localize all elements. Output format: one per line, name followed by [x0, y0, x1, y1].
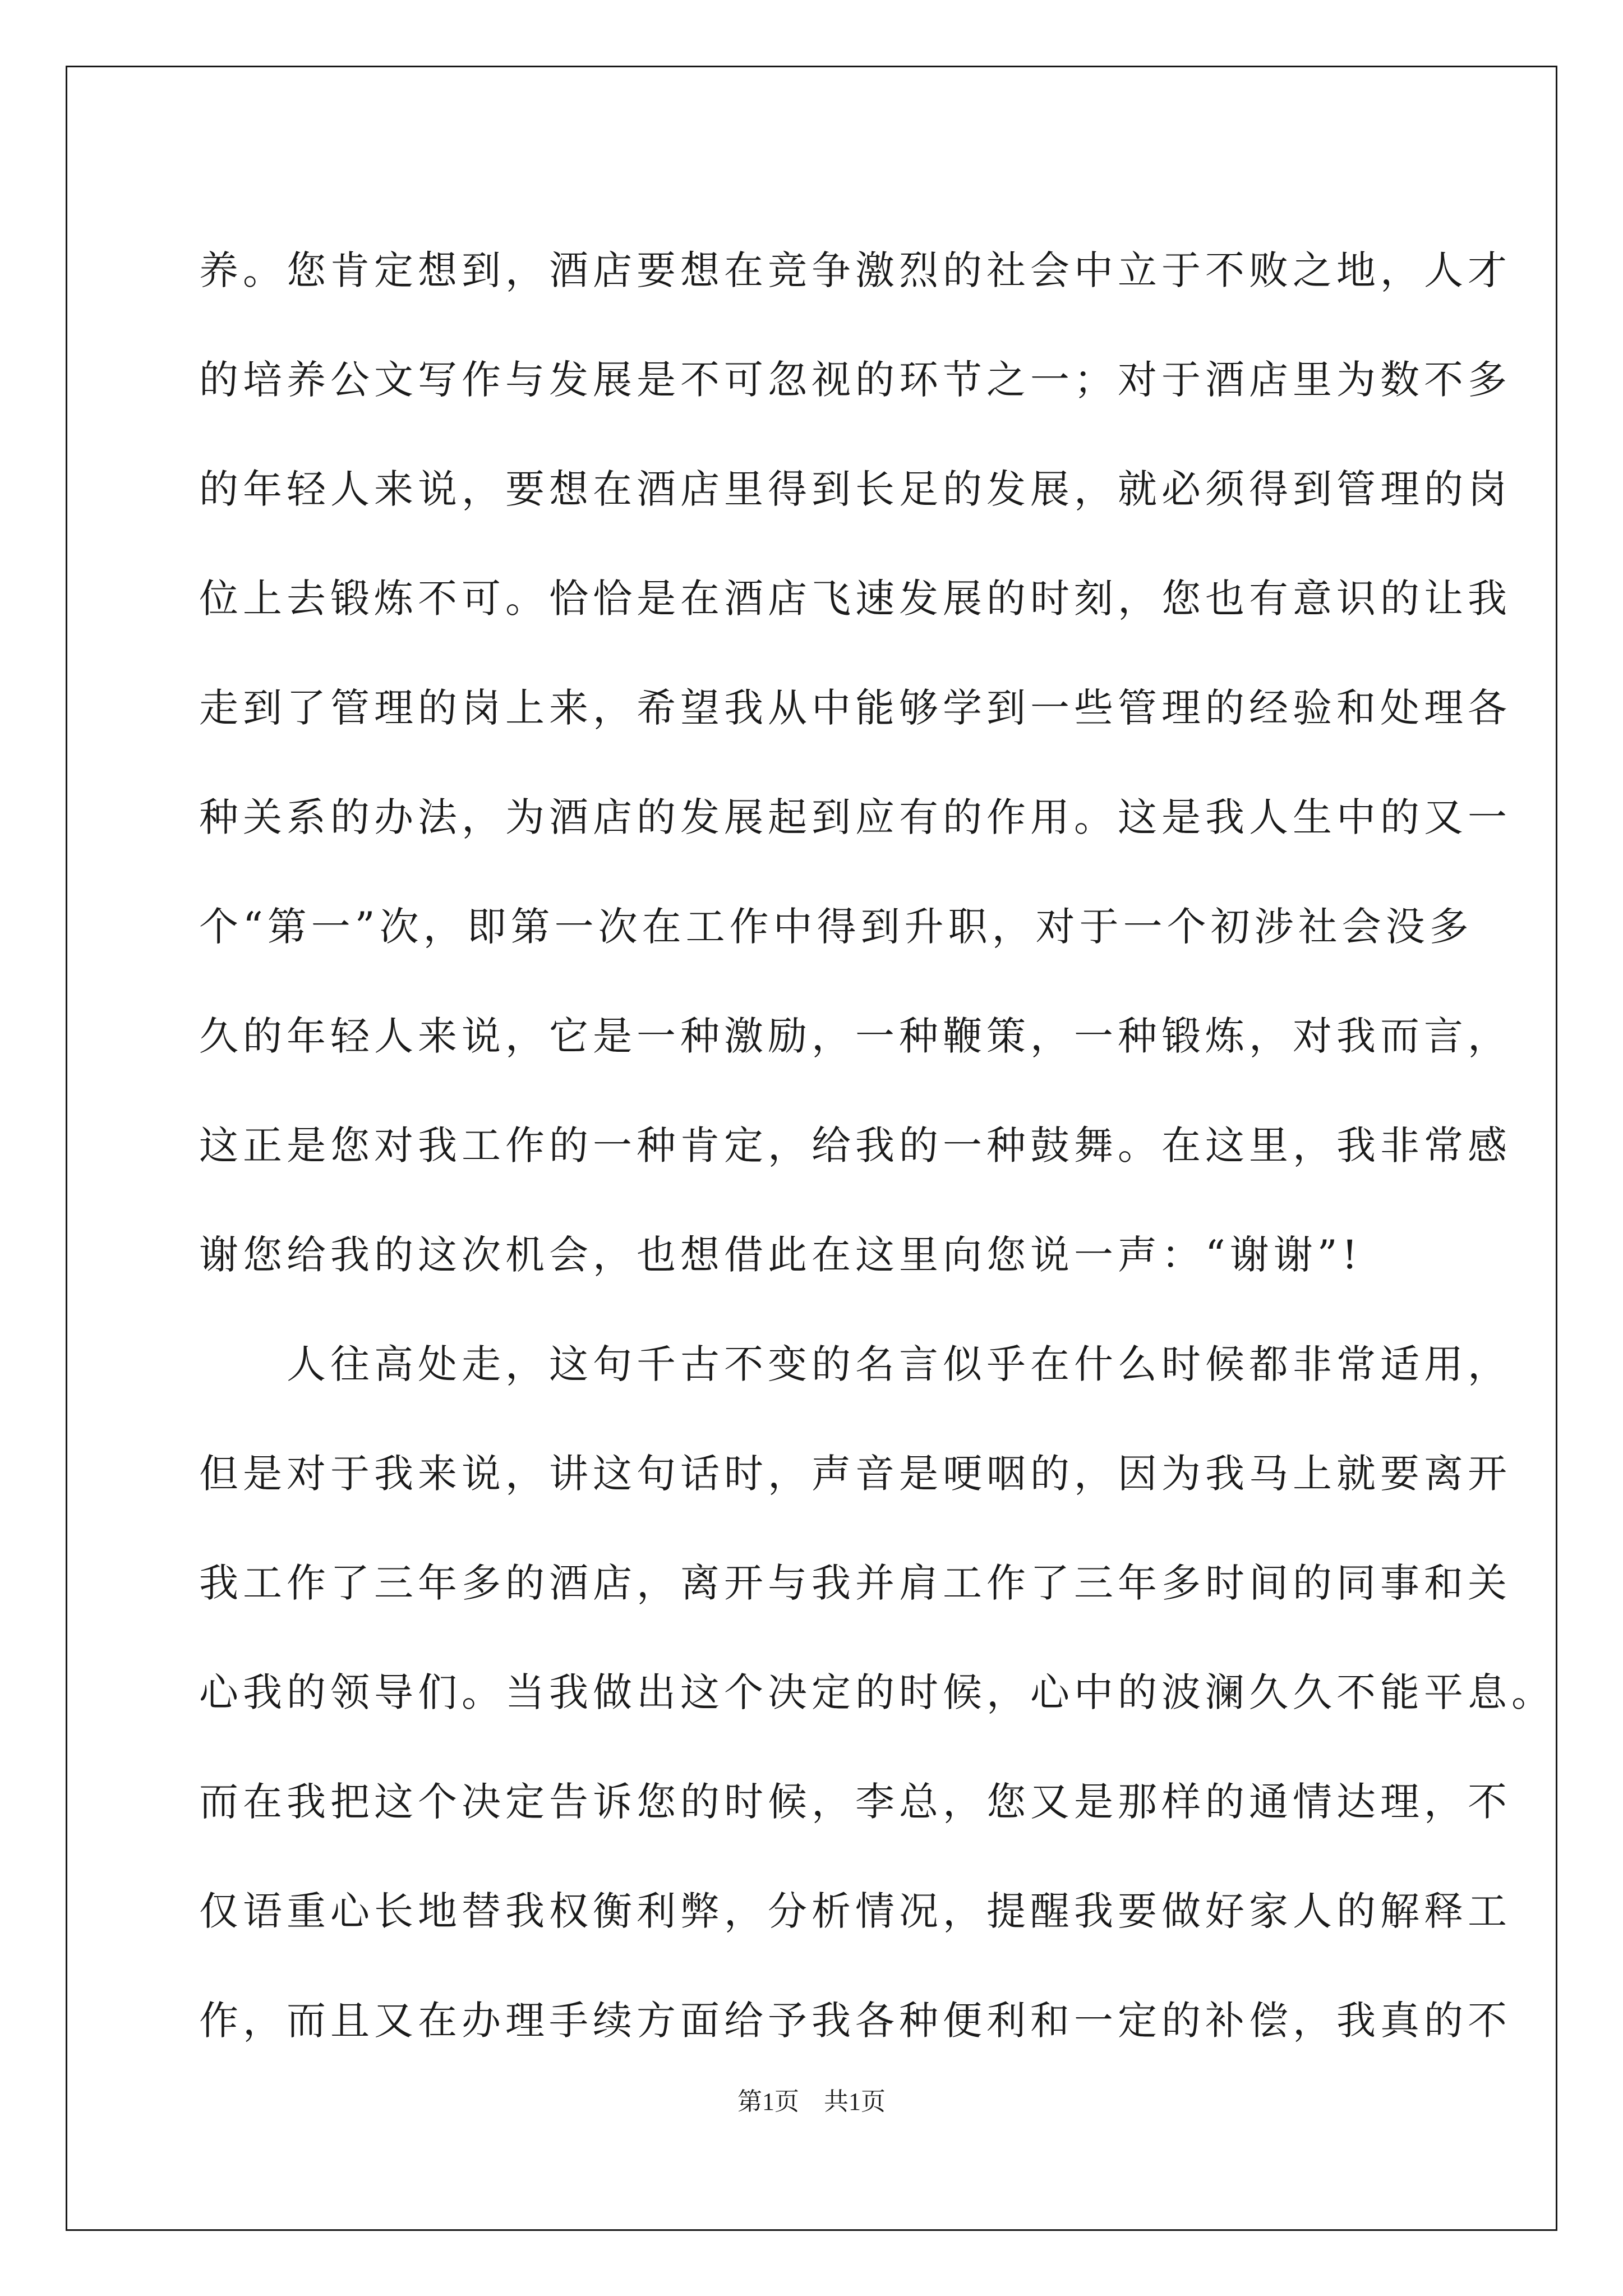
text-line: 这正是您对我工作的一种肯定，给我的一种鼓舞。在这里，我非常感: [199, 1122, 1511, 1168]
text-line: 种关系的办法，为酒店的发展起到应有的作用。这是我人生中的又一: [199, 794, 1511, 840]
text-line: 心我的领导们。当我做出这个决定的时候，心中的波澜久久不能平息。: [199, 1669, 1555, 1715]
text-line: 走到了管理的岗上来，希望我从中能够学到一些管理的经验和处理各: [199, 685, 1511, 731]
document-body: [199, 216, 1555, 2076]
text-line: 作，而且又在办理手续方面给予我各种便利和一定的补偿，我真的不: [199, 1998, 1511, 2044]
text-line: 个“第一”次，即第一次在工作中得到升职，对于一个初涉社会没多: [199, 904, 1473, 950]
page-footer: [0, 2081, 1623, 2117]
text-line: 我工作了三年多的酒店，离开与我并肩工作了三年多时间的同事和关: [199, 1560, 1511, 1606]
text-line: 人往高处走，这句千古不变的名言似乎在什么时候都非常适用，: [199, 1341, 1511, 1387]
text-line: 的年轻人来说，要想在酒店里得到长足的发展，就必须得到管理的岗: [199, 466, 1511, 512]
text-line: 但是对于我来说，讲这句话时，声音是哽咽的，因为我马上就要离开: [199, 1451, 1511, 1497]
text-line: 养。您肯定想到，酒店要想在竞争激烈的社会中立于不败之地，人才: [199, 247, 1511, 293]
text-line: 而在我把这个决定告诉您的时候，李总，您又是那样的通情达理，不: [199, 1779, 1511, 1825]
text-line: 的培养公文写作与发展是不可忽视的环节之一；对于酒店里为数不多: [199, 357, 1511, 403]
text-line: 仅语重心长地替我权衡利弊，分析情况，提醒我要做好家人的解释工: [199, 1888, 1511, 1934]
text-line: 久的年轻人来说，它是一种激励，一种鞭策，一种锻炼，对我而言，: [199, 1013, 1511, 1059]
text-line: 位上去锻炼不可。恰恰是在酒店飞速发展的时刻，您也有意识的让我: [199, 576, 1511, 622]
page-number-label: 第1页 共1页: [737, 2088, 886, 2115]
text-line: 谢您给我的这次机会，也想借此在这里向您说一声：“谢谢”!: [199, 1232, 1362, 1278]
